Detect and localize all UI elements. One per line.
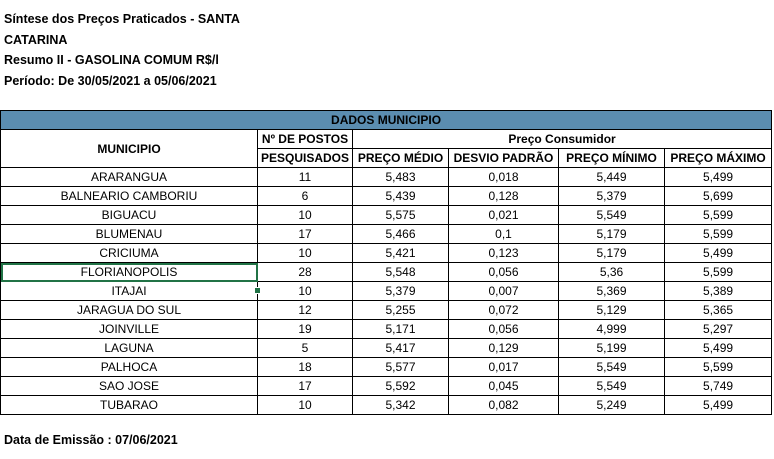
- header-preco-consumidor[interactable]: Preço Consumidor: [353, 130, 772, 149]
- cell-municipio[interactable]: JARAGUA DO SUL: [1, 301, 258, 320]
- cell-maximo[interactable]: 5,389: [665, 282, 772, 301]
- table-row: [1, 282, 772, 301]
- cell-municipio[interactable]: BLUMENAU: [1, 225, 258, 244]
- cell-desvio[interactable]: 0,017: [449, 358, 559, 377]
- table-row: [1, 396, 772, 415]
- selection-fill-handle[interactable]: [254, 287, 261, 294]
- header-preco-medio[interactable]: PREÇO MÉDIO: [353, 149, 449, 168]
- cell-medio[interactable]: 5,439: [353, 187, 449, 206]
- cell-postos[interactable]: 12: [258, 301, 353, 320]
- cell-minimo[interactable]: 5,179: [559, 244, 665, 263]
- report-summary[interactable]: Resumo II - GASOLINA COMUM R$/l: [4, 53, 219, 67]
- cell-medio[interactable]: 5,342: [353, 396, 449, 415]
- band-title[interactable]: DADOS MUNICIPIO: [1, 111, 772, 130]
- cell-desvio[interactable]: 0,129: [449, 339, 559, 358]
- cell-medio[interactable]: 5,171: [353, 320, 449, 339]
- cell-medio[interactable]: 5,466: [353, 225, 449, 244]
- table-row: [1, 320, 772, 339]
- cell-minimo[interactable]: 5,549: [559, 377, 665, 396]
- header-desvio-padrao[interactable]: DESVIO PADRÃO: [449, 149, 559, 168]
- cell-municipio[interactable]: BALNEARIO CAMBORIU: [1, 187, 258, 206]
- table-row: [1, 187, 772, 206]
- cell-municipio[interactable]: FLORIANOPOLIS: [1, 263, 258, 282]
- cell-municipio[interactable]: ARARANGUA: [1, 168, 258, 187]
- cell-postos[interactable]: 10: [258, 244, 353, 263]
- cell-maximo[interactable]: 5,599: [665, 358, 772, 377]
- header-municipio[interactable]: MUNICIPIO: [1, 130, 258, 168]
- cell-desvio[interactable]: 0,123: [449, 244, 559, 263]
- prices-table: [0, 110, 772, 415]
- cell-maximo[interactable]: 5,365: [665, 301, 772, 320]
- cell-municipio[interactable]: TUBARAO: [1, 396, 258, 415]
- cell-postos[interactable]: 11: [258, 168, 353, 187]
- cell-minimo[interactable]: 5,249: [559, 396, 665, 415]
- cell-desvio[interactable]: 0,128: [449, 187, 559, 206]
- cell-medio[interactable]: 5,575: [353, 206, 449, 225]
- cell-postos[interactable]: 17: [258, 225, 353, 244]
- cell-desvio[interactable]: 0,056: [449, 320, 559, 339]
- header-preco-minimo[interactable]: PREÇO MÍNIMO: [559, 149, 665, 168]
- cell-postos[interactable]: 10: [258, 206, 353, 225]
- cell-medio[interactable]: 5,421: [353, 244, 449, 263]
- cell-postos[interactable]: 10: [258, 396, 353, 415]
- cell-maximo[interactable]: 5,599: [665, 225, 772, 244]
- cell-maximo[interactable]: 5,499: [665, 244, 772, 263]
- cell-minimo[interactable]: 5,379: [559, 187, 665, 206]
- cell-desvio[interactable]: 0,045: [449, 377, 559, 396]
- cell-medio[interactable]: 5,577: [353, 358, 449, 377]
- cell-maximo[interactable]: 5,499: [665, 396, 772, 415]
- cell-municipio[interactable]: BIGUACU: [1, 206, 258, 225]
- cell-municipio[interactable]: PALHOCA: [1, 358, 258, 377]
- cell-municipio[interactable]: SAO JOSE: [1, 377, 258, 396]
- cell-minimo[interactable]: 5,449: [559, 168, 665, 187]
- header-preco-maximo[interactable]: PREÇO MÁXIMO: [665, 149, 772, 168]
- cell-desvio[interactable]: 0,018: [449, 168, 559, 187]
- cell-minimo[interactable]: 5,549: [559, 206, 665, 225]
- cell-medio[interactable]: 5,483: [353, 168, 449, 187]
- header-postos-line-2[interactable]: PESQUISADOS: [258, 149, 353, 168]
- cell-postos[interactable]: 18: [258, 358, 353, 377]
- cell-municipio[interactable]: CRICIUMA: [1, 244, 258, 263]
- report-title-line-2[interactable]: CATARINA: [4, 32, 68, 47]
- cell-maximo[interactable]: 5,699: [665, 187, 772, 206]
- cell-minimo[interactable]: 5,179: [559, 225, 665, 244]
- cell-maximo[interactable]: 5,297: [665, 320, 772, 339]
- table-row: [1, 244, 772, 263]
- header-postos-line-1[interactable]: Nº DE POSTOS: [258, 130, 353, 149]
- cell-postos[interactable]: 28: [258, 263, 353, 282]
- cell-medio[interactable]: 5,417: [353, 339, 449, 358]
- table-row: [1, 339, 772, 358]
- cell-minimo[interactable]: 5,369: [559, 282, 665, 301]
- cell-minimo[interactable]: 4,999: [559, 320, 665, 339]
- cell-municipio[interactable]: ITAJAI: [1, 282, 258, 301]
- table-row: [1, 206, 772, 225]
- cell-desvio[interactable]: 0,021: [449, 206, 559, 225]
- emission-date[interactable]: Data de Emissão : 07/06/2021: [4, 433, 178, 447]
- cell-desvio[interactable]: 0,1: [449, 225, 559, 244]
- cell-medio[interactable]: 5,255: [353, 301, 449, 320]
- table-row: [1, 301, 772, 320]
- table-row: [1, 358, 772, 377]
- cell-minimo[interactable]: 5,199: [559, 339, 665, 358]
- report-period[interactable]: Período: De 30/05/2021 a 05/06/2021: [4, 73, 217, 88]
- cell-desvio[interactable]: 0,007: [449, 282, 559, 301]
- cell-maximo[interactable]: 5,599: [665, 263, 772, 282]
- cell-postos[interactable]: 19: [258, 320, 353, 339]
- table-row: [1, 263, 772, 282]
- report-header: [4, 9, 240, 91]
- cell-desvio[interactable]: 0,056: [449, 263, 559, 282]
- table-row: [1, 377, 772, 396]
- band-row: [1, 111, 772, 130]
- cell-medio[interactable]: 5,592: [353, 377, 449, 396]
- cell-postos[interactable]: 17: [258, 377, 353, 396]
- cell-minimo[interactable]: 5,36: [559, 263, 665, 282]
- cell-desvio[interactable]: 0,072: [449, 301, 559, 320]
- cell-medio[interactable]: 5,379: [353, 282, 449, 301]
- cell-medio[interactable]: 5,548: [353, 263, 449, 282]
- table-row: [1, 168, 772, 187]
- report-title-line-1[interactable]: Síntese dos Preços Praticados - SANTA: [4, 12, 240, 26]
- cell-postos[interactable]: 6: [258, 187, 353, 206]
- cell-maximo[interactable]: 5,499: [665, 168, 772, 187]
- cell-maximo[interactable]: 5,749: [665, 377, 772, 396]
- cell-maximo[interactable]: 5,599: [665, 206, 772, 225]
- header-row-1: [1, 130, 772, 149]
- cell-maximo[interactable]: 5,499: [665, 339, 772, 358]
- cell-municipio[interactable]: JOINVILLE: [1, 320, 258, 339]
- cell-postos[interactable]: 10: [258, 282, 353, 301]
- cell-postos[interactable]: 5: [258, 339, 353, 358]
- cell-desvio[interactable]: 0,082: [449, 396, 559, 415]
- cell-minimo[interactable]: 5,129: [559, 301, 665, 320]
- table-row: [1, 225, 772, 244]
- cell-minimo[interactable]: 5,549: [559, 358, 665, 377]
- cell-municipio[interactable]: LAGUNA: [1, 339, 258, 358]
